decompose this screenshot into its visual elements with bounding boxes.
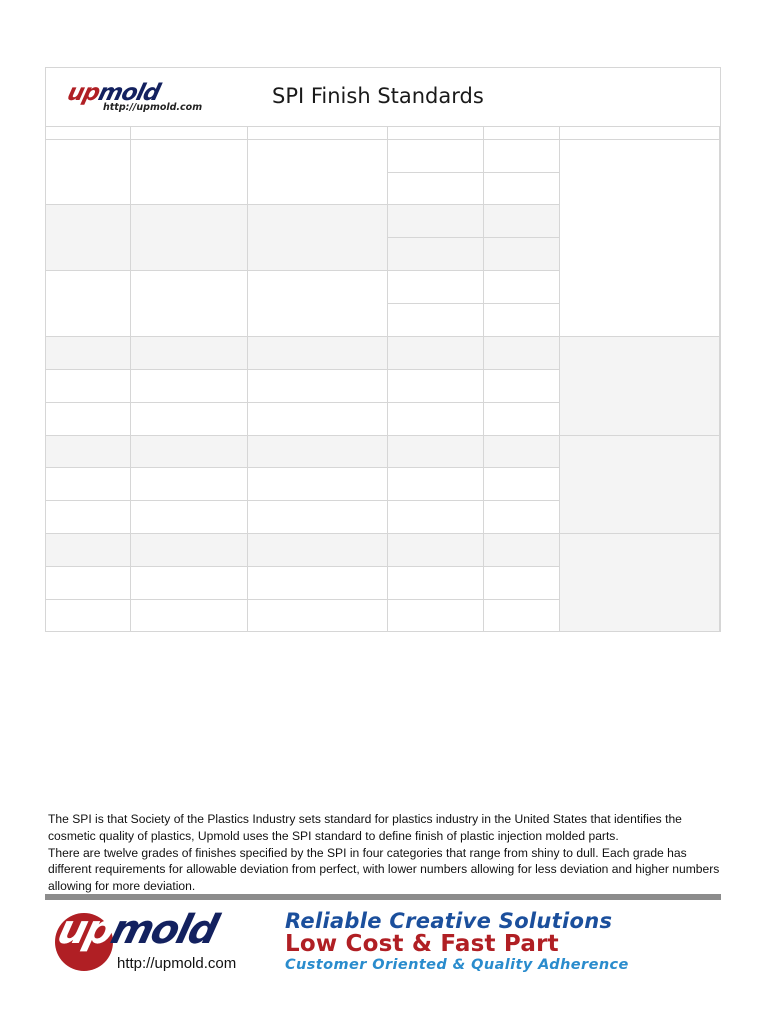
table-cell [131, 140, 248, 205]
table-cell [484, 238, 560, 271]
table-cell [248, 534, 388, 567]
table-cell [484, 140, 560, 173]
table-cell [484, 173, 560, 205]
table-cell [131, 205, 248, 271]
header-cell [560, 126, 720, 140]
table-cell [484, 534, 560, 567]
table-cell [388, 567, 484, 600]
table-cell [388, 205, 484, 238]
table-cell [131, 534, 248, 567]
header-cell [46, 126, 131, 140]
description-paragraph-2: There are twelve grades of finishes specified by the SPI in four categories that range from shiny to dull. Each grade has different requirements for allowable deviation from perfect, with lower numbers allowing for less deviation and higher numbers allowing for more deviation. [48, 845, 720, 894]
table-cell [388, 337, 484, 370]
category-cell [560, 337, 720, 436]
table-cell [46, 205, 131, 271]
table-cell [131, 567, 248, 600]
table-cell [248, 337, 388, 370]
spi-table-grid [46, 68, 720, 631]
spi-description [48, 811, 724, 895]
table-cell [484, 304, 560, 337]
table-cell [46, 567, 131, 600]
table-cell [248, 567, 388, 600]
logo-word-up: up [64, 80, 103, 106]
table-cell [484, 271, 560, 304]
table-cell [46, 370, 131, 403]
table-cell [248, 205, 388, 271]
table-cell [388, 403, 484, 436]
category-cell [560, 436, 720, 534]
table-cell [131, 370, 248, 403]
table-cell [388, 173, 484, 205]
table-cell [388, 468, 484, 501]
table-cell [248, 501, 388, 534]
table-cell [484, 600, 560, 632]
header-cell [484, 126, 560, 140]
table-cell [131, 403, 248, 436]
upmold-logo-large [55, 907, 275, 975]
table-cell [46, 600, 131, 632]
table-cell [388, 238, 484, 271]
logo-word-mold: mold [95, 80, 163, 106]
table-cell [46, 501, 131, 534]
table-cell [484, 468, 560, 501]
table-cell [484, 337, 560, 370]
table-cell [248, 271, 388, 337]
table-cell [484, 501, 560, 534]
table-cell [46, 403, 131, 436]
description-paragraph-1: The SPI is that Society of the Plastics Industry sets standard for plastics industry in the United States that identifies the cosmetic quality of plastics, Upmold uses the SPI standard to define finish of plastic injection molded parts. [48, 812, 682, 843]
table-cell [131, 501, 248, 534]
table-cell [388, 370, 484, 403]
table-cell [484, 567, 560, 600]
table-cell [131, 271, 248, 337]
table-cell [46, 337, 131, 370]
footer-banner [45, 903, 721, 978]
table-cell [131, 600, 248, 632]
tagline-customer: Customer Oriented & Quality Adherence [285, 957, 629, 973]
table-cell [248, 600, 388, 632]
table-cell [131, 436, 248, 468]
table-cell [484, 403, 560, 436]
page-title: SPI Finish Standards [272, 84, 484, 108]
header-cell [131, 126, 248, 140]
sheet-header [46, 68, 720, 127]
table-cell [131, 337, 248, 370]
table-cell [388, 436, 484, 468]
logo-url: http://upmold.com [103, 102, 203, 113]
table-cell [248, 370, 388, 403]
category-cell [560, 534, 720, 632]
banner-logo-word-mold: mold [106, 907, 222, 953]
table-cell [388, 271, 484, 304]
header-cell [388, 126, 484, 140]
table-cell [46, 534, 131, 567]
table-cell [388, 140, 484, 173]
table-cell [248, 403, 388, 436]
table-cell [46, 140, 131, 205]
table-cell [388, 534, 484, 567]
table-cell [388, 501, 484, 534]
tagline-low-cost: Low Cost & Fast Part [285, 931, 559, 957]
banner-logo-url: http://upmold.com [117, 955, 237, 972]
table-cell [46, 468, 131, 501]
tagline-reliable: Reliable Creative Solutions [285, 909, 613, 933]
table-cell [248, 468, 388, 501]
spi-table-sheet [45, 67, 721, 632]
table-cell [46, 271, 131, 337]
table-cell [131, 468, 248, 501]
table-cell [46, 436, 131, 468]
table-cell [248, 140, 388, 205]
category-cell [560, 140, 720, 337]
table-cell [484, 205, 560, 238]
table-cell [388, 600, 484, 632]
table-cell [388, 304, 484, 337]
section-divider [45, 894, 721, 900]
banner-logo-word-up: up [53, 907, 118, 953]
table-cell [248, 436, 388, 468]
header-cell [248, 126, 388, 140]
table-cell [484, 436, 560, 468]
table-cell [484, 370, 560, 403]
upmold-logo-small [64, 80, 220, 116]
